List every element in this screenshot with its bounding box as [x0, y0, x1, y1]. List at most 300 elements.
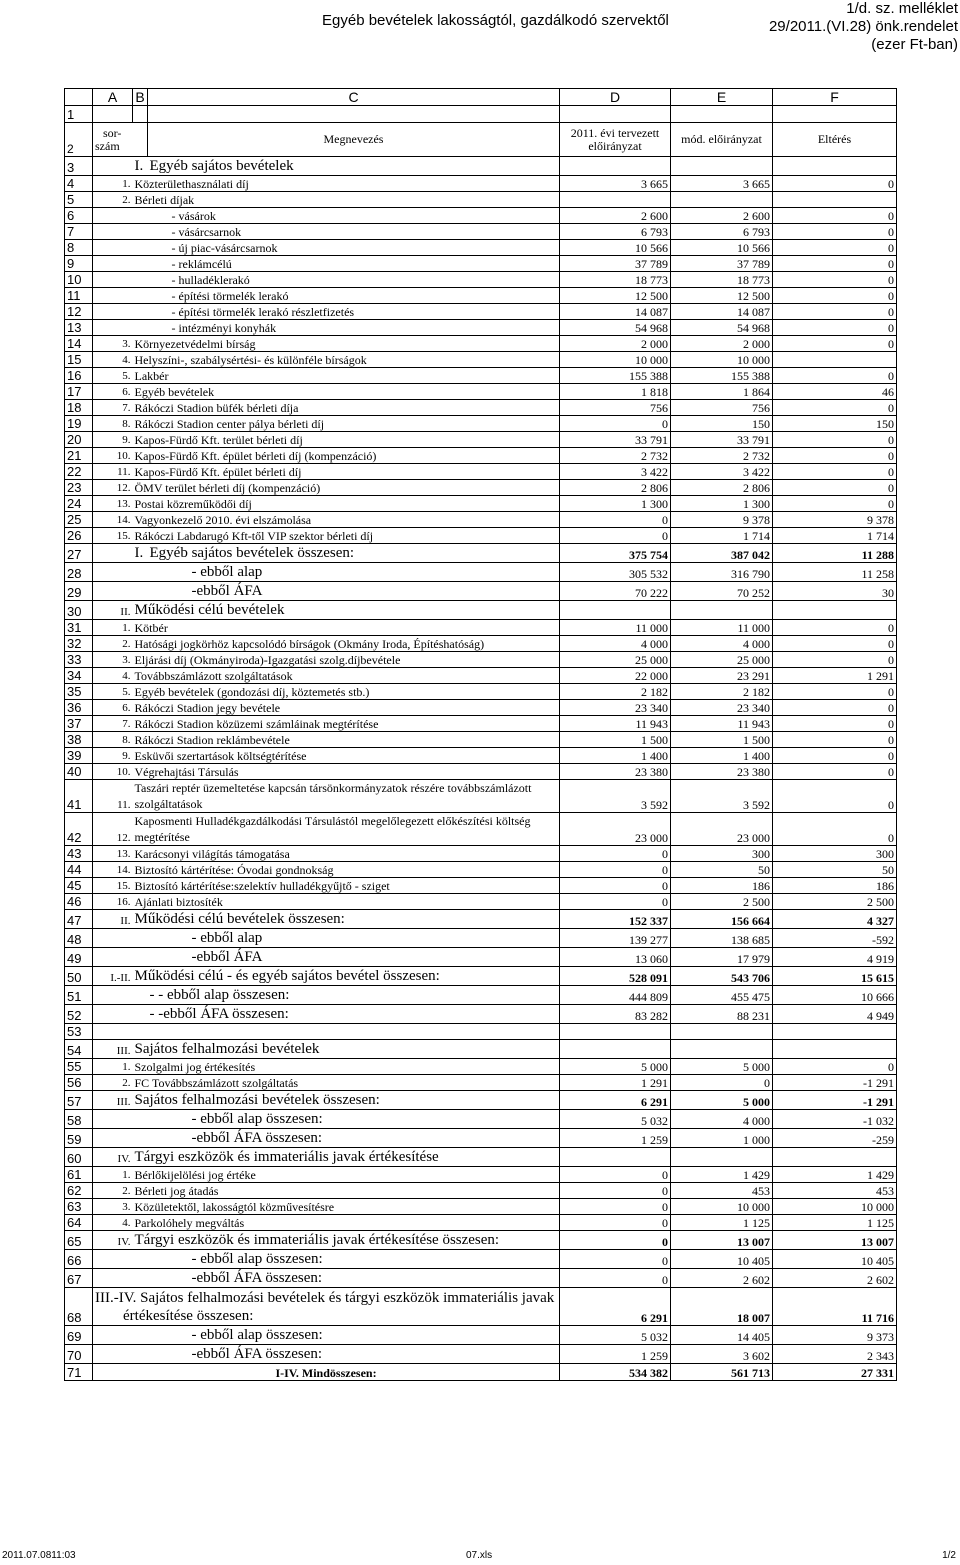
planned-value: 2 000	[560, 336, 671, 352]
item-number: III.	[93, 1040, 133, 1059]
item-name: Sajátos felhalmozási bevételek	[133, 1040, 560, 1059]
modified-value: 23 000	[671, 813, 773, 846]
item-number	[93, 1005, 133, 1024]
modified-value: 50	[671, 862, 773, 878]
item-number	[93, 320, 133, 336]
difference-value: 0	[773, 368, 897, 384]
item-number: 3.	[93, 1199, 133, 1215]
table-row	[65, 563, 897, 582]
item-number	[93, 208, 133, 224]
item-number: 12.	[93, 813, 133, 846]
modified-value: 17 979	[671, 948, 773, 967]
item-number: 3.	[93, 652, 133, 668]
table-row	[65, 732, 897, 748]
item-name: Sajátos felhalmozási bevételek összesen:	[133, 1091, 560, 1110]
table-row	[65, 1059, 897, 1075]
planned-value: 70 222	[560, 582, 671, 601]
planned-value: 0	[560, 512, 671, 528]
planned-value: 23 380	[560, 764, 671, 780]
planned-value: 11 943	[560, 716, 671, 732]
planned-value: 10 000	[560, 352, 671, 368]
row-number: 21	[65, 448, 93, 464]
planned-value: 0	[560, 1199, 671, 1215]
item-number: 4.	[93, 352, 133, 368]
planned-value: 23 000	[560, 813, 671, 846]
modified-value	[671, 1040, 773, 1059]
item-number: 1.	[93, 620, 133, 636]
item-name: Rákóczi Labdarugó Kft-től VIP szektor bérleti díj	[133, 528, 560, 544]
difference-value: 11 716	[773, 1288, 897, 1326]
difference-value	[773, 352, 897, 368]
planned-value: 14 087	[560, 304, 671, 320]
planned-value: 0	[560, 1231, 671, 1250]
row-number: 55	[65, 1059, 93, 1075]
difference-value: -1 291	[773, 1075, 897, 1091]
row-number: 7	[65, 224, 93, 240]
item-number: 4.	[93, 1215, 133, 1231]
item-number: 13.	[93, 846, 133, 862]
modified-value	[671, 157, 773, 176]
item-number	[93, 929, 133, 948]
table-row	[65, 1148, 897, 1167]
row-number: 48	[65, 929, 93, 948]
row-number: 11	[65, 288, 93, 304]
table-row	[65, 336, 897, 352]
item-number	[93, 240, 133, 256]
row-number: 60	[65, 1148, 93, 1167]
difference-value: 4 919	[773, 948, 897, 967]
item-number	[93, 304, 133, 320]
modified-value: 33 791	[671, 432, 773, 448]
item-name: Vagyonkezelő 2010. évi elszámolása	[133, 512, 560, 528]
row-number: 65	[65, 1231, 93, 1250]
item-name: Kötbér	[133, 620, 560, 636]
row-number: 1	[65, 106, 93, 123]
planned-value: 1 291	[560, 1075, 671, 1091]
modified-value: 23 380	[671, 764, 773, 780]
item-name: Kapos-Fürdő Kft. épület bérleti díj (kompenzáció)	[133, 448, 560, 464]
row-number: 62	[65, 1183, 93, 1199]
planned-value: 10 566	[560, 240, 671, 256]
planned-header: 2011. évi tervezett előirányzat	[560, 123, 671, 157]
item-name: - -ebből ÁFA összesen:	[148, 1005, 560, 1024]
modified-value: 186	[671, 878, 773, 894]
modified-value: 3 592	[671, 780, 773, 813]
planned-value: 6 291	[560, 1288, 671, 1326]
planned-value	[560, 601, 671, 620]
item-marker	[133, 1250, 148, 1269]
modified-value: 2 182	[671, 684, 773, 700]
item-name: Működési célú bevételek	[133, 601, 560, 620]
planned-value: 1 259	[560, 1345, 671, 1364]
item-number: 2.	[93, 636, 133, 652]
table-row	[65, 684, 897, 700]
modified-value: 1 000	[671, 1129, 773, 1148]
planned-value	[560, 1148, 671, 1167]
table-row	[65, 1269, 897, 1288]
difference-value: 0	[773, 272, 897, 288]
difference-value	[773, 157, 897, 176]
row-number: 45	[65, 878, 93, 894]
table-row	[65, 1326, 897, 1345]
item-marker	[133, 582, 148, 601]
table-row	[65, 400, 897, 416]
table-row	[65, 929, 897, 948]
table-row	[65, 764, 897, 780]
row-number: 44	[65, 862, 93, 878]
planned-value: 2 600	[560, 208, 671, 224]
planned-value: 11 000	[560, 620, 671, 636]
modified-value: 150	[671, 416, 773, 432]
item-number: 5.	[93, 684, 133, 700]
item-name: Esküvői szertartások költségtérítése	[133, 748, 560, 764]
difference-value: 1 291	[773, 668, 897, 684]
difference-value: 2 343	[773, 1345, 897, 1364]
table-row	[65, 496, 897, 512]
row-number: 66	[65, 1250, 93, 1269]
column-letter-f: F	[773, 89, 897, 106]
item-name: - ebből alap	[148, 929, 560, 948]
modified-value: 543 706	[671, 967, 773, 986]
row-number: 29	[65, 582, 93, 601]
item-number	[93, 1326, 133, 1345]
row-number: 37	[65, 716, 93, 732]
table-row	[65, 224, 897, 240]
item-number: 7.	[93, 716, 133, 732]
row-number: 39	[65, 748, 93, 764]
row-number: 14	[65, 336, 93, 352]
modified-value	[671, 601, 773, 620]
planned-value: 6 793	[560, 224, 671, 240]
row-number: 10	[65, 272, 93, 288]
table-row	[65, 320, 897, 336]
item-name: - hulladéklerakó	[148, 272, 560, 288]
difference-header: Eltérés	[773, 123, 897, 157]
row-number: 68	[65, 1288, 93, 1326]
row-number: 51	[65, 986, 93, 1005]
modified-value: 455 475	[671, 986, 773, 1005]
row-number: 71	[65, 1364, 93, 1381]
table-row	[65, 986, 897, 1005]
modified-value: 2 602	[671, 1269, 773, 1288]
row-number: 31	[65, 620, 93, 636]
planned-value: 0	[560, 528, 671, 544]
difference-value: 0	[773, 224, 897, 240]
row-number: 52	[65, 1005, 93, 1024]
planned-value: 18 773	[560, 272, 671, 288]
planned-value: 1 500	[560, 732, 671, 748]
table-row	[65, 157, 897, 176]
empty-row	[65, 106, 897, 123]
modified-value: 13 007	[671, 1231, 773, 1250]
footer-timestamp: 2011.07.0811:03	[2, 1550, 76, 1561]
modified-value: 3 602	[671, 1345, 773, 1364]
item-marker	[133, 986, 148, 1005]
item-marker	[133, 948, 148, 967]
planned-value: 13 060	[560, 948, 671, 967]
item-name: III.-IV. Sajátos felhalmozási bevételek és tárgyi eszközök immateriális javak értékesítése összesen:	[93, 1288, 560, 1326]
modified-value	[671, 192, 773, 208]
difference-value: 13 007	[773, 1231, 897, 1250]
table-row	[65, 1364, 897, 1381]
item-name: Rákóczi Stadion büfék bérleti díja	[133, 400, 560, 416]
column-letter-a: A	[93, 89, 133, 106]
item-number: 2.	[93, 192, 133, 208]
modified-value: 4 000	[671, 1110, 773, 1129]
table-header-row	[65, 123, 897, 157]
column-letter-d: D	[560, 89, 671, 106]
planned-value: 0	[560, 894, 671, 910]
item-name: -ebből ÁFA	[148, 582, 560, 601]
table-row	[65, 1005, 897, 1024]
row-number: 5	[65, 192, 93, 208]
table-row	[65, 1215, 897, 1231]
row-number: 61	[65, 1167, 93, 1183]
difference-value: 150	[773, 416, 897, 432]
item-marker: I.	[133, 157, 148, 176]
planned-value: 2 806	[560, 480, 671, 496]
item-marker	[133, 224, 148, 240]
table-row	[65, 894, 897, 910]
modified-value: 1 125	[671, 1215, 773, 1231]
table-row	[65, 1091, 897, 1110]
difference-value: -1 291	[773, 1091, 897, 1110]
difference-value: -592	[773, 929, 897, 948]
modified-value: 70 252	[671, 582, 773, 601]
megnevezes-header: Megnevezés	[148, 123, 560, 157]
table-row	[65, 636, 897, 652]
difference-value: 4 327	[773, 910, 897, 929]
item-marker	[133, 256, 148, 272]
row-number: 54	[65, 1040, 93, 1059]
row-number: 19	[65, 416, 93, 432]
difference-value: 0	[773, 1059, 897, 1075]
planned-value	[560, 1024, 671, 1040]
table-row	[65, 1075, 897, 1091]
row-number: 43	[65, 846, 93, 862]
modified-value: 9 378	[671, 512, 773, 528]
footer-page: 1/2	[942, 1550, 956, 1561]
item-name: Parkolóhely megváltás	[133, 1215, 560, 1231]
item-name: Rákóczi Stadion közüzemi számláinak megtérítése	[133, 716, 560, 732]
sorszam-header: sor- szám	[93, 123, 148, 157]
difference-value: 50	[773, 862, 897, 878]
modified-value: 37 789	[671, 256, 773, 272]
modified-value: 2 806	[671, 480, 773, 496]
table-row	[65, 1288, 897, 1326]
modified-value: 2 600	[671, 208, 773, 224]
item-name: - építési törmelék lerakó	[148, 288, 560, 304]
modified-value: 300	[671, 846, 773, 862]
modified-value: 10 000	[671, 1199, 773, 1215]
item-number: 14.	[93, 512, 133, 528]
row-number: 64	[65, 1215, 93, 1231]
item-number: 9.	[93, 748, 133, 764]
item-marker	[133, 563, 148, 582]
item-name: - vásárok	[148, 208, 560, 224]
item-name: - intézményi konyhák	[148, 320, 560, 336]
planned-value: 5 032	[560, 1326, 671, 1345]
item-name: -ebből ÁFA összesen:	[148, 1129, 560, 1148]
modified-value	[671, 1024, 773, 1040]
difference-value: 0	[773, 764, 897, 780]
item-name: ÖMV terület bérleti díj (kompenzáció)	[133, 480, 560, 496]
item-name: Egyéb bevételek (gondozási díj, köztemetés stb.)	[133, 684, 560, 700]
item-name: Szolgalmi jog értékesítés	[133, 1059, 560, 1075]
item-number	[93, 563, 133, 582]
item-number	[93, 986, 133, 1005]
item-number	[93, 272, 133, 288]
column-letter-b: B	[133, 89, 148, 106]
row-number: 15	[65, 352, 93, 368]
item-number: I.-II.	[93, 967, 133, 986]
row-number: 6	[65, 208, 93, 224]
planned-value: 12 500	[560, 288, 671, 304]
column-letter-c: C	[148, 89, 560, 106]
modified-value: 1 864	[671, 384, 773, 400]
item-name: Helyszíni-, szabálysértési- és különféle bírságok	[133, 352, 560, 368]
item-marker	[133, 1024, 148, 1040]
difference-value: 0	[773, 448, 897, 464]
item-name: FC Továbbszámlázott szolgáltatás	[133, 1075, 560, 1091]
planned-value	[560, 192, 671, 208]
item-name: - - ebből alap összesen:	[148, 986, 560, 1005]
difference-value: 11 258	[773, 563, 897, 582]
row-number: 70	[65, 1345, 93, 1364]
difference-value: 15 615	[773, 967, 897, 986]
modified-value: 14 087	[671, 304, 773, 320]
row-number: 57	[65, 1091, 93, 1110]
table-row	[65, 862, 897, 878]
document-title: Egyéb bevételek lakosságtól, gazdálkodó szervektől	[322, 12, 669, 29]
row-number: 25	[65, 512, 93, 528]
row-number: 53	[65, 1024, 93, 1040]
row-number: 49	[65, 948, 93, 967]
item-number	[93, 544, 133, 563]
modified-value: 756	[671, 400, 773, 416]
planned-value: 0	[560, 1250, 671, 1269]
row-number: 23	[65, 480, 93, 496]
modified-value: 88 231	[671, 1005, 773, 1024]
item-number: 16.	[93, 894, 133, 910]
modified-value: 11 000	[671, 620, 773, 636]
planned-value: 1 300	[560, 496, 671, 512]
item-number	[93, 948, 133, 967]
modified-value: 387 042	[671, 544, 773, 563]
item-number: 4.	[93, 668, 133, 684]
planned-value: 3 592	[560, 780, 671, 813]
row-number: 69	[65, 1326, 93, 1345]
item-name: - ebből alap összesen:	[148, 1110, 560, 1129]
difference-value	[773, 1148, 897, 1167]
item-number	[93, 1129, 133, 1148]
table-row	[65, 208, 897, 224]
planned-value: 37 789	[560, 256, 671, 272]
table-row	[65, 256, 897, 272]
table-row	[65, 948, 897, 967]
item-number: 7.	[93, 400, 133, 416]
modified-value: 3 665	[671, 176, 773, 192]
modified-value	[671, 1148, 773, 1167]
item-name: Kapos-Fürdő Kft. terület bérleti díj	[133, 432, 560, 448]
modified-value: 12 500	[671, 288, 773, 304]
column-letter-row	[65, 89, 897, 106]
planned-value: 4 000	[560, 636, 671, 652]
item-number: 11.	[93, 464, 133, 480]
modified-value: 5 000	[671, 1059, 773, 1075]
table-row	[65, 652, 897, 668]
item-number	[93, 1024, 133, 1040]
modified-value: 1 300	[671, 496, 773, 512]
item-marker	[133, 304, 148, 320]
table-row	[65, 620, 897, 636]
planned-value: 2 732	[560, 448, 671, 464]
difference-value: 186	[773, 878, 897, 894]
row-number: 27	[65, 544, 93, 563]
planned-value: 0	[560, 862, 671, 878]
header-line-3: (ezer Ft-ban)	[871, 36, 958, 53]
planned-value	[560, 157, 671, 176]
difference-value: 30	[773, 582, 897, 601]
item-number: 13.	[93, 496, 133, 512]
planned-value: 0	[560, 1215, 671, 1231]
item-name: - új piac-vásárcsarnok	[148, 240, 560, 256]
item-name: Rákóczi Stadion jegy bevétele	[133, 700, 560, 716]
modified-value: 25 000	[671, 652, 773, 668]
item-name: Kaposmenti Hulladékgazdálkodási Társulástól megelőlegezett előkészítési költség megtérítése	[133, 813, 560, 846]
table-row	[65, 582, 897, 601]
difference-value: 4 949	[773, 1005, 897, 1024]
difference-value: 10 000	[773, 1199, 897, 1215]
item-number	[93, 1345, 133, 1364]
planned-value: 0	[560, 878, 671, 894]
item-name: Rákóczi Stadion reklámbevétele	[133, 732, 560, 748]
planned-value: 1 818	[560, 384, 671, 400]
item-number: 8.	[93, 416, 133, 432]
item-number: 10.	[93, 448, 133, 464]
difference-value: 0	[773, 176, 897, 192]
row-number: 32	[65, 636, 93, 652]
item-name: Közületektől, lakosságtól közművesítésre	[133, 1199, 560, 1215]
item-number	[93, 1250, 133, 1269]
row-number: 42	[65, 813, 93, 846]
difference-value: 0	[773, 256, 897, 272]
item-number: 1.	[93, 176, 133, 192]
item-marker	[133, 1129, 148, 1148]
item-name: Karácsonyi világítás támogatása	[133, 846, 560, 862]
difference-value: 9 378	[773, 512, 897, 528]
table-row	[65, 432, 897, 448]
item-number	[93, 256, 133, 272]
planned-value: 1 259	[560, 1129, 671, 1148]
modified-value: 316 790	[671, 563, 773, 582]
row-number: 18	[65, 400, 93, 416]
planned-value: 23 340	[560, 700, 671, 716]
row-number: 2	[65, 123, 93, 157]
item-number: 14.	[93, 862, 133, 878]
item-marker	[133, 208, 148, 224]
row-number: 56	[65, 1075, 93, 1091]
item-name: Lakbér	[133, 368, 560, 384]
row-number: 58	[65, 1110, 93, 1129]
planned-value: 0	[560, 846, 671, 862]
difference-value	[773, 1040, 897, 1059]
modified-value: 3 422	[671, 464, 773, 480]
table-row	[65, 1345, 897, 1364]
planned-value: 0	[560, 1269, 671, 1288]
item-number: 5.	[93, 368, 133, 384]
item-name: Kapos-Fürdő Kft. épület bérleti díj	[133, 464, 560, 480]
